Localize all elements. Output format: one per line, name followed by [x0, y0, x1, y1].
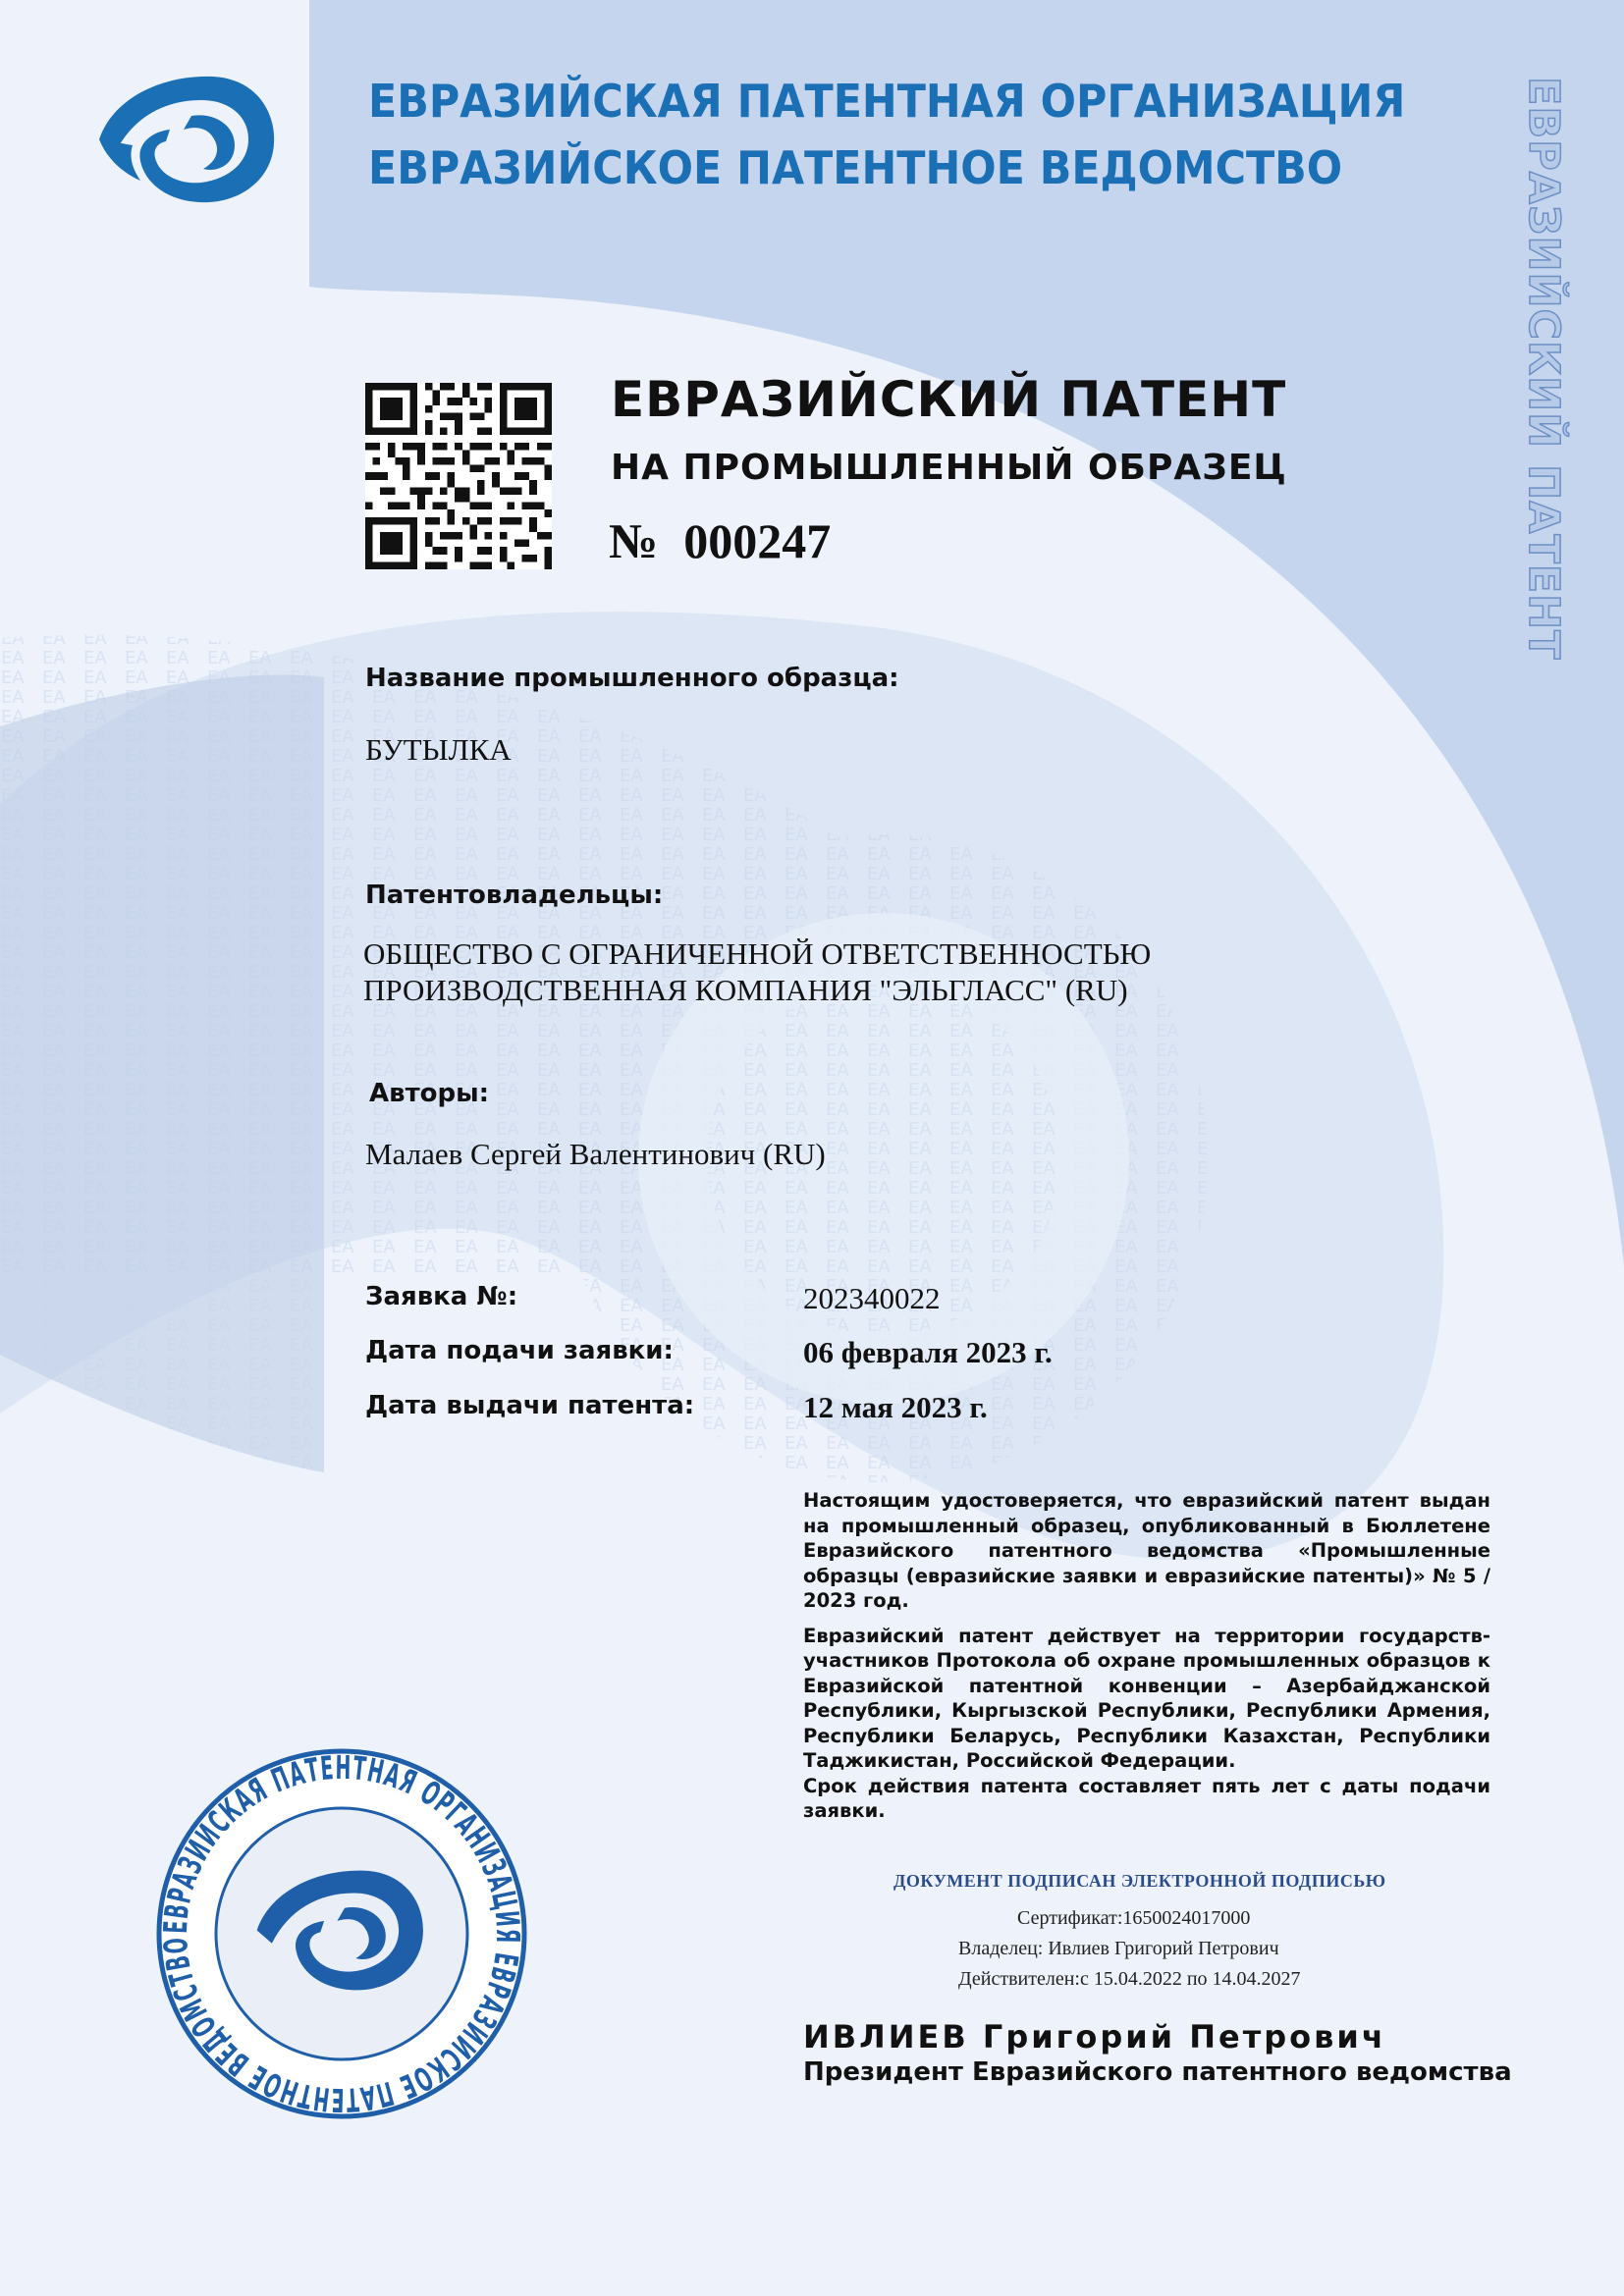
patent-number	[609, 512, 831, 569]
owners-label: Патентовладельцы:	[365, 881, 664, 910]
e-signature-certificate: Сертификат:1650024017000	[1017, 1907, 1251, 1929]
authors-label: Авторы:	[369, 1079, 490, 1108]
svg-text:ЕВРАЗИЙСКАЯ ПАТЕНТНАЯ ОРГАНИЗА: ЕВРАЗИЙСКАЯ ПАТЕНТНАЯ ОРГАНИЗАЦИЯ ЕВРАЗИЙСКОЕ ПАТЕНТНОЕ ВЕДОМСТВО	[155, 1747, 528, 2120]
vertical-title: ЕВРАЗИЙСКИЙ ПАТЕНТ	[1519, 77, 1568, 661]
e-signature-validity: Действителен:с 15.04.2022 по 14.04.2027	[958, 1968, 1301, 1990]
filing-date-value: 06 февраля 2023 г.	[803, 1335, 1053, 1369]
patent-number-value: 000247	[683, 513, 832, 568]
owners-line2: ПРОИЗВОДСТВЕННАЯ КОМПАНИЯ "ЭЛЬГЛАСС" (RU)	[363, 973, 1128, 1007]
e-signature-owner: Владелец: Ивлиев Григорий Петрович	[958, 1938, 1279, 1959]
certification-text	[803, 1488, 1490, 1824]
filing-date-label: Дата подачи заявки:	[365, 1336, 674, 1365]
grant-date-label: Дата выдачи патента:	[365, 1391, 695, 1420]
owners-line1: ОБЩЕСТВО С ОГРАНИЧЕННОЙ ОТВЕТСТВЕННОСТЬЮ	[363, 936, 1152, 971]
org-name-line1: ЕВРАЗИЙСКАЯ ПАТЕНТНАЯ ОРГАНИЗАЦИЯ	[368, 75, 1406, 128]
president-position: Президент Евразийского патентного ведомства	[803, 2057, 1512, 2087]
application-number-label: Заявка №:	[365, 1282, 518, 1311]
certification-paragraph-1: Настоящим удостоверяется, что евразийский патент выдан на промышленный образец, опубликованный в Бюллетене Евразийского патентного ведомства «Промышленные образцы (евразийские заявки и евразийские патенты)» № 5 / 2023 год.	[803, 1489, 1490, 1612]
e-signature-heading: ДОКУМЕНТ ПОДПИСАН ЭЛЕКТРОННОЙ ПОДПИСЬЮ	[893, 1871, 1386, 1891]
eapo-seal-icon	[155, 1747, 528, 2120]
president-name: ИВЛИЕВ Григорий Петрович	[803, 2018, 1386, 2056]
eapo-logo-icon	[93, 71, 280, 208]
design-name-label: Название промышленного образца:	[365, 664, 899, 693]
certification-paragraph-2: Евразийский патент действует на территории государств-участников Протокола об охране промышленных образцов к Евразийской патентной конвенции – Азербайджанской Республики, Кыргызской Республики, Республики Армения, Республики Беларусь, Республики Казахстан, Республики Таджикистан, Российской Федерации.	[803, 1624, 1490, 1772]
certification-paragraph-3: Срок действия патента составляет пять лет с даты подачи заявки.	[803, 1774, 1490, 1822]
design-name-value: БУТЫЛКА	[365, 732, 512, 767]
authors-value: Малаев Сергей Валентинович (RU)	[365, 1137, 826, 1171]
number-sign: №	[609, 513, 659, 568]
application-number-value: 202340022	[803, 1281, 941, 1315]
qr-code-icon	[365, 383, 552, 569]
grant-date-value: 12 мая 2023 г.	[803, 1390, 988, 1424]
patent-subtitle: НА ПРОМЫШЛЕННЫЙ ОБРАЗЕЦ	[611, 448, 1287, 488]
org-name-line2: ЕВРАЗИЙСКОЕ ПАТЕНТНОЕ ВЕДОМСТВО	[368, 141, 1343, 194]
patent-title: ЕВРАЗИЙСКИЙ ПАТЕНТ	[611, 371, 1287, 428]
